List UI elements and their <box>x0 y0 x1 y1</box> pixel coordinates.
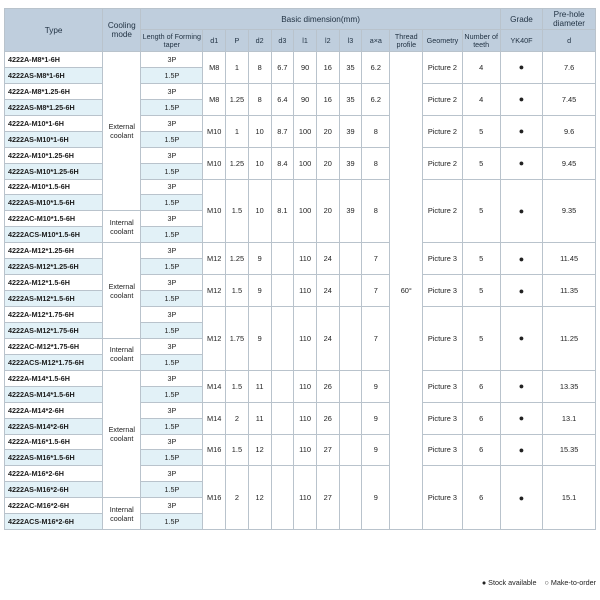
axa-cell: 9 <box>362 402 390 434</box>
number-of-teeth-cell: 5 <box>462 179 500 243</box>
d1-cell: M8 <box>203 83 226 115</box>
d2-cell: 12 <box>248 434 271 466</box>
type-cell: 4222AS-M14*1.5-6H <box>5 386 103 402</box>
l3-cell <box>339 402 362 434</box>
d2-cell: 9 <box>248 307 271 371</box>
geometry-cell: Picture 2 <box>423 52 462 84</box>
tap-spec-table <box>4 8 596 530</box>
number-of-teeth-cell: 6 <box>462 370 500 402</box>
header-number-of-teeth: Number of teeth <box>462 30 500 52</box>
geometry-cell: Picture 3 <box>423 434 462 466</box>
header-d2: d2 <box>248 30 271 52</box>
l3-cell <box>339 243 362 275</box>
header-type: Type <box>5 9 103 52</box>
d3-cell <box>271 434 294 466</box>
d1-cell: M10 <box>203 147 226 179</box>
forming-taper-cell: 3P <box>141 275 203 291</box>
axa-cell: 6.2 <box>362 52 390 84</box>
forming-taper-cell: 3P <box>141 243 203 259</box>
d1-cell: M12 <box>203 275 226 307</box>
d1-cell: M14 <box>203 370 226 402</box>
geometry-cell: Picture 2 <box>423 83 462 115</box>
number-of-teeth-cell: 6 <box>462 434 500 466</box>
p-cell: 1.5 <box>226 370 249 402</box>
cooling-mode-cell: External coolant <box>103 243 141 339</box>
number-of-teeth-cell: 4 <box>462 52 500 84</box>
header-grade-value: YK40F <box>500 30 542 52</box>
table-row <box>5 402 596 418</box>
spec-table-wrapper <box>4 8 596 530</box>
table-row <box>5 179 596 195</box>
type-cell: 4222AS-M8*1-6H <box>5 67 103 83</box>
type-cell: 4222ACS-M12*1.75-6H <box>5 354 103 370</box>
table-row <box>5 275 596 291</box>
forming-taper-cell: 1.5P <box>141 227 203 243</box>
forming-taper-cell: 3P <box>141 370 203 386</box>
axa-cell: 6.2 <box>362 83 390 115</box>
p-cell: 1.5 <box>226 434 249 466</box>
axa-cell: 7 <box>362 275 390 307</box>
p-cell: 2 <box>226 402 249 434</box>
type-cell: 4222AS-M10*1-6H <box>5 131 103 147</box>
p-cell: 1 <box>226 52 249 84</box>
l3-cell <box>339 275 362 307</box>
type-cell: 4222ACS-M10*1.5-6H <box>5 227 103 243</box>
geometry-cell: Picture 3 <box>423 402 462 434</box>
cooling-mode-cell: Internal coolant <box>103 498 141 530</box>
type-cell: 4222ACS-M16*2-6H <box>5 514 103 530</box>
l1-cell: 110 <box>294 275 317 307</box>
forming-taper-cell: 1.5P <box>141 259 203 275</box>
l1-cell: 100 <box>294 179 317 243</box>
l1-cell: 90 <box>294 52 317 84</box>
pre-hole-diameter-cell: 13.1 <box>543 402 596 434</box>
header-p: P <box>226 30 249 52</box>
table-row <box>5 115 596 131</box>
l2-cell: 24 <box>316 275 339 307</box>
d2-cell: 12 <box>248 466 271 530</box>
type-cell: 4222A-M14*2-6H <box>5 402 103 418</box>
p-cell: 1.25 <box>226 83 249 115</box>
header-thread-profile: Thread profile <box>390 30 423 52</box>
type-cell: 4222AS-M12*1.5-6H <box>5 291 103 307</box>
header-pre-hole: Pre-hole diameter <box>543 9 596 30</box>
header-l2: l2 <box>316 30 339 52</box>
table-row <box>5 52 596 68</box>
header-pre-hole-d: d <box>543 30 596 52</box>
l3-cell <box>339 307 362 371</box>
forming-taper-cell: 1.5P <box>141 322 203 338</box>
l1-cell: 110 <box>294 243 317 275</box>
axa-cell: 7 <box>362 243 390 275</box>
d2-cell: 9 <box>248 275 271 307</box>
pre-hole-diameter-cell: 9.35 <box>543 179 596 243</box>
type-cell: 4222A-M12*1.25-6H <box>5 243 103 259</box>
p-cell: 2 <box>226 466 249 530</box>
number-of-teeth-cell: 5 <box>462 275 500 307</box>
grade-cell: ● <box>500 370 542 402</box>
number-of-teeth-cell: 6 <box>462 402 500 434</box>
header-l1: l1 <box>294 30 317 52</box>
forming-taper-cell: 1.5P <box>141 195 203 211</box>
pre-hole-diameter-cell: 15.35 <box>543 434 596 466</box>
axa-cell: 9 <box>362 370 390 402</box>
p-cell: 1 <box>226 115 249 147</box>
l3-cell <box>339 434 362 466</box>
forming-taper-cell: 3P <box>141 434 203 450</box>
table-row <box>5 83 596 99</box>
forming-taper-cell: 1.5P <box>141 67 203 83</box>
type-cell: 4222A-M10*1-6H <box>5 115 103 131</box>
d3-cell: 8.1 <box>271 179 294 243</box>
pre-hole-diameter-cell: 11.35 <box>543 275 596 307</box>
d1-cell: M10 <box>203 115 226 147</box>
forming-taper-cell: 1.5P <box>141 482 203 498</box>
type-cell: 4222A-M8*1.25-6H <box>5 83 103 99</box>
pre-hole-diameter-cell: 15.1 <box>543 466 596 530</box>
l1-cell: 110 <box>294 307 317 371</box>
l3-cell: 39 <box>339 179 362 243</box>
d1-cell: M10 <box>203 179 226 243</box>
d2-cell: 11 <box>248 370 271 402</box>
forming-taper-cell: 3P <box>141 338 203 354</box>
number-of-teeth-cell: 6 <box>462 466 500 530</box>
geometry-cell: Picture 3 <box>423 275 462 307</box>
geometry-cell: Picture 3 <box>423 370 462 402</box>
type-cell: 4222A-M16*2-6H <box>5 466 103 482</box>
type-cell: 4222AS-M12*1.25-6H <box>5 259 103 275</box>
l2-cell: 16 <box>316 52 339 84</box>
d3-cell: 6.4 <box>271 83 294 115</box>
type-cell: 4222A-M8*1-6H <box>5 52 103 68</box>
number-of-teeth-cell: 5 <box>462 115 500 147</box>
pre-hole-diameter-cell: 7.6 <box>543 52 596 84</box>
p-cell: 1.25 <box>226 147 249 179</box>
axa-cell: 8 <box>362 147 390 179</box>
geometry-cell: Picture 2 <box>423 115 462 147</box>
l2-cell: 20 <box>316 115 339 147</box>
header-axa: a×a <box>362 30 390 52</box>
forming-taper-cell: 1.5P <box>141 386 203 402</box>
grade-cell: ● <box>500 275 542 307</box>
type-cell: 4222A-M14*1.5-6H <box>5 370 103 386</box>
d2-cell: 9 <box>248 243 271 275</box>
cooling-mode-cell: External coolant <box>103 52 141 211</box>
forming-taper-cell: 1.5P <box>141 131 203 147</box>
cooling-mode-cell: External coolant <box>103 370 141 498</box>
number-of-teeth-cell: 5 <box>462 147 500 179</box>
type-cell: 4222AS-M12*1.75-6H <box>5 322 103 338</box>
axa-cell: 8 <box>362 115 390 147</box>
grade-cell: ● <box>500 52 542 84</box>
type-cell: 4222AS-M8*1.25-6H <box>5 99 103 115</box>
type-cell: 4222A-M12*1.5-6H <box>5 275 103 291</box>
d1-cell: M12 <box>203 243 226 275</box>
table-row <box>5 370 596 386</box>
l2-cell: 16 <box>316 83 339 115</box>
l3-cell: 39 <box>339 115 362 147</box>
header-l3: l3 <box>339 30 362 52</box>
d3-cell <box>271 402 294 434</box>
d3-cell <box>271 307 294 371</box>
d2-cell: 10 <box>248 179 271 243</box>
l2-cell: 20 <box>316 147 339 179</box>
forming-taper-cell: 3P <box>141 52 203 68</box>
header-basic-dimension: Basic dimension(mm) <box>141 9 500 30</box>
type-cell: 4222AS-M16*2-6H <box>5 482 103 498</box>
d1-cell: M14 <box>203 402 226 434</box>
l2-cell: 27 <box>316 466 339 530</box>
table-row <box>5 466 596 482</box>
number-of-teeth-cell: 4 <box>462 83 500 115</box>
l1-cell: 110 <box>294 434 317 466</box>
d3-cell <box>271 243 294 275</box>
d3-cell: 8.4 <box>271 147 294 179</box>
l1-cell: 110 <box>294 466 317 530</box>
type-cell: 4222AS-M10*1.5-6H <box>5 195 103 211</box>
forming-taper-cell: 3P <box>141 115 203 131</box>
l3-cell: 35 <box>339 52 362 84</box>
d2-cell: 11 <box>248 402 271 434</box>
type-cell: 4222A-M10*1.25-6H <box>5 147 103 163</box>
forming-taper-cell: 1.5P <box>141 514 203 530</box>
header-d1: d1 <box>203 30 226 52</box>
cooling-mode-cell: Internal coolant <box>103 211 141 243</box>
d3-cell: 8.7 <box>271 115 294 147</box>
header-forming-taper: Length of Forming taper <box>141 30 203 52</box>
p-cell: 1.25 <box>226 243 249 275</box>
pre-hole-diameter-cell: 7.45 <box>543 83 596 115</box>
forming-taper-cell: 1.5P <box>141 354 203 370</box>
header-d3: d3 <box>271 30 294 52</box>
l1-cell: 110 <box>294 402 317 434</box>
l1-cell: 110 <box>294 370 317 402</box>
forming-taper-cell: 3P <box>141 498 203 514</box>
forming-taper-cell: 1.5P <box>141 450 203 466</box>
type-cell: 4222AS-M14*2-6H <box>5 418 103 434</box>
grade-cell: ● <box>500 402 542 434</box>
table-row <box>5 147 596 163</box>
forming-taper-cell: 3P <box>141 307 203 323</box>
number-of-teeth-cell: 5 <box>462 243 500 275</box>
l1-cell: 100 <box>294 115 317 147</box>
type-cell: 4222AC-M16*2-6H <box>5 498 103 514</box>
grade-cell: ● <box>500 115 542 147</box>
legend-make-to-order: ○ Make-to-order <box>544 578 596 587</box>
p-cell: 1.5 <box>226 179 249 243</box>
table-row <box>5 243 596 259</box>
l3-cell: 35 <box>339 83 362 115</box>
p-cell: 1.75 <box>226 307 249 371</box>
d2-cell: 10 <box>248 115 271 147</box>
l2-cell: 24 <box>316 243 339 275</box>
l2-cell: 20 <box>316 179 339 243</box>
table-row <box>5 307 596 323</box>
geometry-cell: Picture 3 <box>423 243 462 275</box>
thread-profile-cell: 60° <box>390 52 423 530</box>
l1-cell: 100 <box>294 147 317 179</box>
grade-cell: ● <box>500 83 542 115</box>
d3-cell <box>271 370 294 402</box>
geometry-cell: Picture 2 <box>423 147 462 179</box>
pre-hole-diameter-cell: 13.35 <box>543 370 596 402</box>
grade-cell: ● <box>500 434 542 466</box>
forming-taper-cell: 1.5P <box>141 418 203 434</box>
geometry-cell: Picture 2 <box>423 179 462 243</box>
forming-taper-cell: 3P <box>141 179 203 195</box>
p-cell: 1.5 <box>226 275 249 307</box>
l2-cell: 27 <box>316 434 339 466</box>
l2-cell: 26 <box>316 370 339 402</box>
axa-cell: 9 <box>362 434 390 466</box>
pre-hole-diameter-cell: 9.45 <box>543 147 596 179</box>
axa-cell: 7 <box>362 307 390 371</box>
type-cell: 4222A-M10*1.5-6H <box>5 179 103 195</box>
d1-cell: M8 <box>203 52 226 84</box>
d1-cell: M16 <box>203 466 226 530</box>
grade-cell: ● <box>500 179 542 243</box>
legend <box>420 578 596 587</box>
type-cell: 4222AC-M10*1.5-6H <box>5 211 103 227</box>
spec-table-body <box>5 52 596 530</box>
forming-taper-cell: 1.5P <box>141 291 203 307</box>
grade-cell: ● <box>500 466 542 530</box>
pre-hole-diameter-cell: 9.6 <box>543 115 596 147</box>
type-cell: 4222AS-M16*1.5-6H <box>5 450 103 466</box>
d2-cell: 8 <box>248 52 271 84</box>
cooling-mode-cell: Internal coolant <box>103 338 141 370</box>
d1-cell: M16 <box>203 434 226 466</box>
grade-cell: ● <box>500 147 542 179</box>
table-row <box>5 434 596 450</box>
forming-taper-cell: 3P <box>141 83 203 99</box>
legend-stock-available: ● Stock available <box>481 578 537 587</box>
forming-taper-cell: 3P <box>141 211 203 227</box>
type-cell: 4222A-M12*1.75-6H <box>5 307 103 323</box>
type-cell: 4222AS-M10*1.25-6H <box>5 163 103 179</box>
d2-cell: 10 <box>248 147 271 179</box>
grade-cell: ● <box>500 307 542 371</box>
pre-hole-diameter-cell: 11.25 <box>543 307 596 371</box>
axa-cell: 9 <box>362 466 390 530</box>
l2-cell: 26 <box>316 402 339 434</box>
header-cooling-mode: Cooling mode <box>103 9 141 52</box>
d3-cell <box>271 466 294 530</box>
number-of-teeth-cell: 5 <box>462 307 500 371</box>
type-cell: 4222A-M16*1.5-6H <box>5 434 103 450</box>
forming-taper-cell: 3P <box>141 147 203 163</box>
l3-cell <box>339 466 362 530</box>
type-cell: 4222AC-M12*1.75-6H <box>5 338 103 354</box>
header-grade: Grade <box>500 9 542 30</box>
forming-taper-cell: 1.5P <box>141 163 203 179</box>
geometry-cell: Picture 3 <box>423 307 462 371</box>
forming-taper-cell: 1.5P <box>141 99 203 115</box>
forming-taper-cell: 3P <box>141 466 203 482</box>
d2-cell: 8 <box>248 83 271 115</box>
l3-cell: 39 <box>339 147 362 179</box>
geometry-cell: Picture 3 <box>423 466 462 530</box>
grade-cell: ● <box>500 243 542 275</box>
l1-cell: 90 <box>294 83 317 115</box>
d3-cell <box>271 275 294 307</box>
d1-cell: M12 <box>203 307 226 371</box>
l2-cell: 24 <box>316 307 339 371</box>
d3-cell: 6.7 <box>271 52 294 84</box>
l3-cell <box>339 370 362 402</box>
axa-cell: 8 <box>362 179 390 243</box>
forming-taper-cell: 3P <box>141 402 203 418</box>
pre-hole-diameter-cell: 11.45 <box>543 243 596 275</box>
header-geometry: Geometry <box>423 30 462 52</box>
